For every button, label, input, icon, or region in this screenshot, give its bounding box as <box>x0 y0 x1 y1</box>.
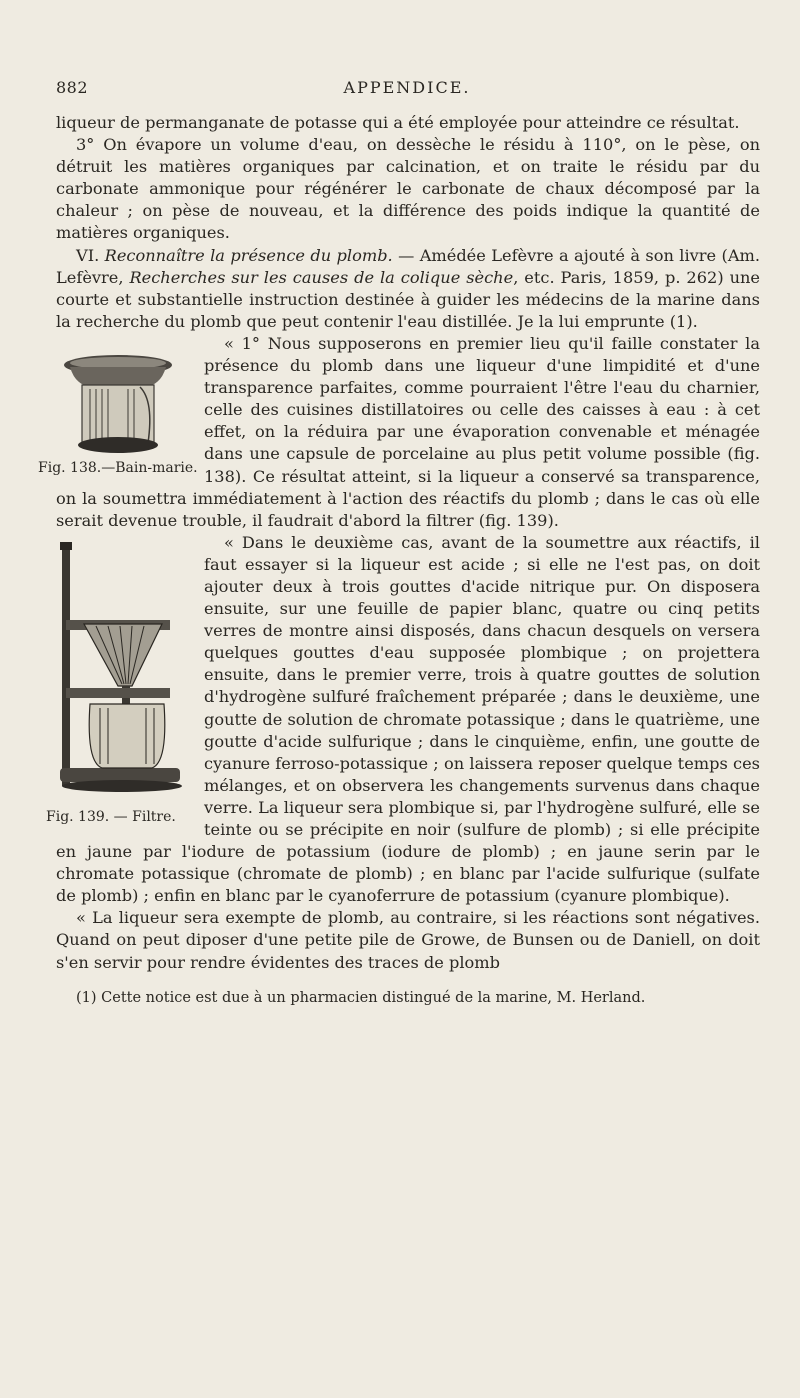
filtre-illustration <box>56 536 186 804</box>
figure-138-bain-marie <box>38 351 198 479</box>
figure-138-caption: Fig. 138.—Bain-marie. <box>38 459 198 476</box>
running-head: APPENDICE. <box>343 78 471 97</box>
body-text <box>38 112 761 1008</box>
page-header <box>56 78 758 102</box>
paragraph-4: Fig. 138.—Bain-marie. « 1° Nous supposerons en premier lieu qu'il faille constater la présence du plomb dans une liqueur d'une limpidité et d'une transparence parfaites, comme pourraient l'être l'eau du charnier, celle des cuisines distillatoires ou celle des caisses à eau : à cet effet, on la réduira par une évaporation convenable et ménagée dans une capsule de porcelaine au plus petit volume possible (fig. 138). Ce résultat atteint, si la liqueur a conservé sa transparence, on la soumettra immédiatement à l'action des réactifs du plomb ; dans le cas où elle serait devenue trouble, il faudrait d'abord la filtrer (fig. 139). <box>38 333 760 530</box>
book-title: Recherches sur les causes de la colique sèche <box>129 267 514 287</box>
paragraph-2: 3° On évapore un volume d'eau, on dessèche le résidu à 110°, on le pèse, on détruit les matières organiques par calcination, et on traite le résidu par du carbonate ammonique pour régénérer le carbonate de chaux décomposé par la chaleur ; on pèse de nouveau, et la différence des poids indique la quantité de matières organiques. <box>56 135 760 243</box>
section-number: VI. <box>76 245 105 265</box>
figure-139-filtre <box>46 536 194 831</box>
paragraph-1: liqueur de permanganate de potasse qui a été employée pour atteindre ce résultat. <box>56 113 740 132</box>
footnote: (1) Cette notice est due à un pharmacien distingué de la marine, M. Herland. <box>76 989 646 1006</box>
paragraph-3: VI. Reconnaître la présence du plomb. — Amédée Lefèvre a ajouté à son livre (Am. Lefèvre, Recherches sur les causes de la colique sèche, etc. Paris, 1859, p. 262) une courte et substantielle instruction destinée à guider les médecins de la marine dans la recherche du plomb que peut contenir l'eau distillée. Je la lui emprunte (1). <box>56 245 761 331</box>
bain-marie-illustration <box>56 351 174 455</box>
page-number: 882 <box>56 78 89 97</box>
section-title: Reconnaître la présence du plomb. <box>104 245 393 265</box>
figure-139-caption: Fig. 139. — Filtre. <box>46 808 176 825</box>
paragraph-5: Fig. 139. — Filtre. « Dans le deuxième cas, avant de la soumettre aux réactifs, il faut essayer si la liqueur est acide ; si elle ne l'est pas, on doit ajouter deux à trois gouttes d'acide nitrique pur. On disposera ensuite, sur une feuille de papier blanc, quatre ou cinq petits verres de montre ainsi disposés, dans chacun desquels on versera quelques gouttes d'eau supposée plombique ; on projettera ensuite, dans le premier verre, trois à quatre gouttes de solution d'hydrogène sulfuré fraîchement préparée ; dans le deuxième, une goutte de solution de chromate potassique ; dans le quatrième, une goutte d'acide sulfurique ; dans le cinquième, enfin, une goutte de cyanure ferroso-potassique ; on laissera reposer quelque temps ces mélanges, et on observera les changements survenus dans chaque verre. La liqueur sera plombique si, par l'hydrogène sulfuré, elle se teinte ou se précipite en noir (sulfure de plomb) ; si elle précipite en jaune par l'iodure de potassium (iodure de plomb) ; en jaune serin par le chromate potassique (chromate de plomb) ; en blanc par l'acide sulfurique (sulfate de plomb) ; enfin en blanc par le cyanoferrure de potassium (cyanure plombique). <box>46 532 760 906</box>
paragraph-6: « La liqueur sera exempte de plomb, au contraire, si les réactions sont négatives. Quand on peut diposer d'une petite pile de Growe, de Bunsen ou de Daniell, on doit s'en servir pour rendre évidentes des traces de plomb <box>56 908 760 972</box>
